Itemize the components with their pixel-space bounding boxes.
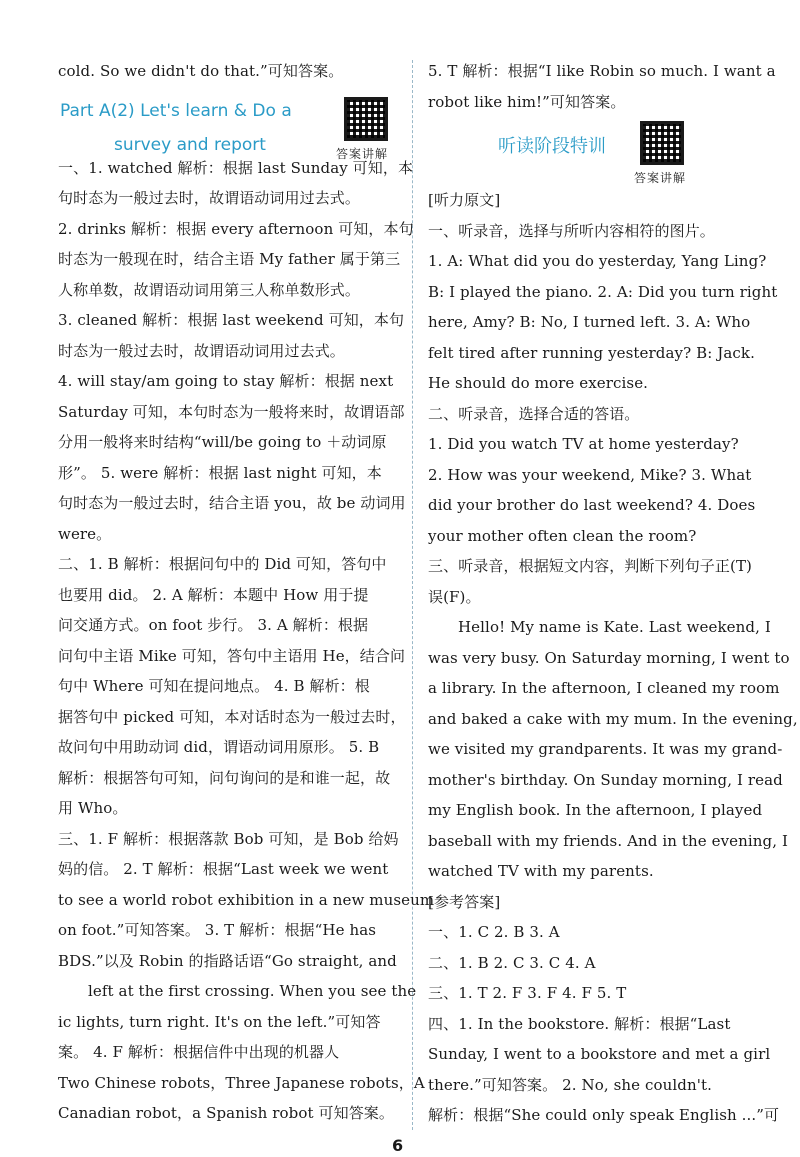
text-line: 一、1. watched 解析：根据 last Sunday 可知，本 — [58, 158, 414, 177]
text-line: 解析：根据答句可知，问句询问的是和谁一起，故 — [58, 768, 391, 787]
text-line: ic lights, turn right. It's on the left.”可知答 — [58, 1012, 381, 1031]
text-line: 四、1. In the bookstore. 解析：根据“Last — [428, 1014, 731, 1033]
text-line: 2. How was your weekend, Mike? 3. What — [428, 465, 752, 484]
text-line: felt tired after running yesterday? B: Jack. — [428, 343, 755, 362]
section-header-part-a — [58, 57, 396, 161]
text-line: Hello! My name is Kate. Last weekend, I — [458, 618, 771, 636]
qr-code-icon[interactable] — [640, 121, 684, 165]
text-line: 问句中主语 Mike 可知，答句中主语用 He，结合问 — [58, 646, 406, 665]
qr-caption: 答案讲解 — [336, 146, 389, 161]
text-line: watched TV with my parents. — [428, 862, 654, 880]
text-line: 三、听录音，根据短文内容，判断下列句子正(T) — [428, 557, 753, 575]
text-line: 也要用 did。 2. A 解析：本题中 How 用于提 — [58, 585, 369, 604]
text-line: 句时态为一般过去时，故谓语动词用过去式。 — [58, 189, 361, 207]
text-line: 故问句中用助动词 did，谓语动词用原形。 5. B — [58, 738, 380, 756]
left-column — [58, 56, 435, 1129]
text-line: 案。 4. F 解析：根据信件中出现的机器人 — [58, 1043, 340, 1061]
section-title-line-2: survey and report — [114, 134, 266, 155]
text-line: robot like him!”可知答案。 — [428, 92, 626, 111]
text-line: Canadian robot，a Spanish robot 可知答案。 — [58, 1104, 395, 1122]
text-line: Sunday, I went to a bookstore and met a girl — [428, 1045, 771, 1063]
text-line: 2. drinks 解析：根据 every afternoon 可知，本句 — [58, 219, 414, 238]
text-line: 问交通方式。on foot 步行。 3. A 解析：根据 — [58, 616, 369, 634]
text-line: 一、1. C 2. B 3. A — [428, 923, 560, 941]
qr-code-icon[interactable] — [344, 97, 388, 141]
section-title-line-1: Part A(2) Let's learn & Do a — [60, 100, 292, 121]
text-line: my English book. In the afternoon, I played — [428, 801, 763, 819]
right-top-lines — [428, 56, 776, 117]
text-line: baseball with my friends. And in the evening, I — [428, 831, 789, 850]
text-line: was very busy. On Saturday morning, I went to — [428, 648, 790, 667]
text-line: mother's birthday. On Sunday morning, I read — [428, 770, 783, 789]
text-line: and baked a cake with my mum. In the evening, — [428, 709, 798, 728]
text-line: [参考答案] — [428, 892, 501, 911]
text-line: BDS.”以及 Robin 的指路话语“Go straight, and — [58, 951, 397, 970]
text-line: 三、1. F 解析：根据落款 Bob 可知，是 Bob 给妈 — [58, 829, 399, 848]
text-line: 解析：根据“She could only speak English ...”可 — [428, 1106, 780, 1124]
text-line: 用 Who。 — [58, 799, 128, 817]
text-line: there.”可知答案。 2. No, she couldn't. — [428, 1075, 712, 1094]
text-line: 时态为一般现在时，结合主语 My father 属于第三 — [58, 250, 401, 268]
text-line: 分用一般将来时结构“will/be going to ＋动词原 — [58, 433, 387, 451]
text-line: 人称单数，故谓语动词用第三人称单数形式。 — [58, 280, 361, 299]
text-line: 5. T 解析：根据“I like Robin so much. I want a — [428, 62, 776, 80]
text-line: 句时态为一般过去时，结合主语 you，故 be 动词用 — [58, 494, 406, 512]
text-line: 3. cleaned 解析：根据 last weekend 可知，本句 — [58, 311, 405, 329]
text-line: Two Chinese robots，Three Japanese robots，A — [58, 1073, 425, 1092]
text-line: 形”。 5. were 解析：根据 last night 可知，本 — [58, 463, 382, 482]
text-line: we visited my grandparents. It was my grand- — [428, 740, 783, 758]
left-top-line: cold. So we didn't do that.”可知答案。 — [58, 62, 344, 80]
listening-section-title: 听读阶段特训 — [498, 136, 606, 157]
text-line: 二、听录音，选择合适的答语。 — [428, 404, 640, 423]
text-line: 1. A: What did you do yesterday, Yang Ling? — [428, 252, 767, 270]
right-column — [428, 56, 798, 1131]
text-line: to see a world robot exhibition in a new museum — [58, 890, 435, 909]
text-line: B: I played the piano. 2. A: Did you turn right — [428, 282, 778, 301]
text-line: 1. Did you watch TV at home yesterday? — [428, 435, 739, 453]
text-line: on foot.”可知答案。 3. T 解析：根据“He has — [58, 921, 377, 939]
text-line: 误(F)。 — [428, 587, 481, 606]
text-line: 妈的信。 2. T 解析：根据“Last week we went — [58, 860, 389, 878]
left-answer-list — [58, 153, 435, 1129]
text-line: [听力原文] — [428, 191, 501, 209]
text-line: 二、1. B 2. C 3. C 4. A — [428, 953, 596, 972]
text-line: a library. In the afternoon, I cleaned my room — [428, 679, 780, 697]
text-line: left at the first crossing. When you see the — [88, 982, 417, 1000]
text-line: your mother often clean the room? — [428, 526, 697, 545]
page-number: 6 — [392, 1136, 404, 1155]
text-line: 据答句中 picked 可知，本对话时态为一般过去时， — [58, 707, 406, 726]
text-line: were。 — [58, 524, 112, 543]
qr-caption: 答案讲解 — [634, 171, 687, 185]
section-header-listening — [428, 117, 766, 213]
text-line: 一、听录音，选择与所听内容相符的图片。 — [428, 221, 715, 240]
text-line: He should do more exercise. — [428, 374, 649, 392]
text-line: did your brother do last weekend? 4. Does — [428, 496, 756, 514]
right-content-list — [428, 185, 798, 1131]
text-line: 二、1. B 解析：根据问句中的 Did 可知，答句中 — [58, 555, 387, 573]
text-line: 三、1. T 2. F 3. F 4. F 5. T — [428, 984, 627, 1002]
text-line: 4. will stay/am going to stay 解析：根据 next — [58, 372, 394, 390]
text-line: Saturday 可知，本句时态为一般将来时，故谓语部 — [58, 402, 405, 421]
text-line: here, Amy? B: No, I turned left. 3. A: Who — [428, 313, 751, 331]
text-line: 时态为一般过去时，故谓语动词用过去式。 — [58, 341, 345, 360]
text-line: 句中 Where 可知在提问地点。 4. B 解析：根 — [58, 677, 370, 695]
